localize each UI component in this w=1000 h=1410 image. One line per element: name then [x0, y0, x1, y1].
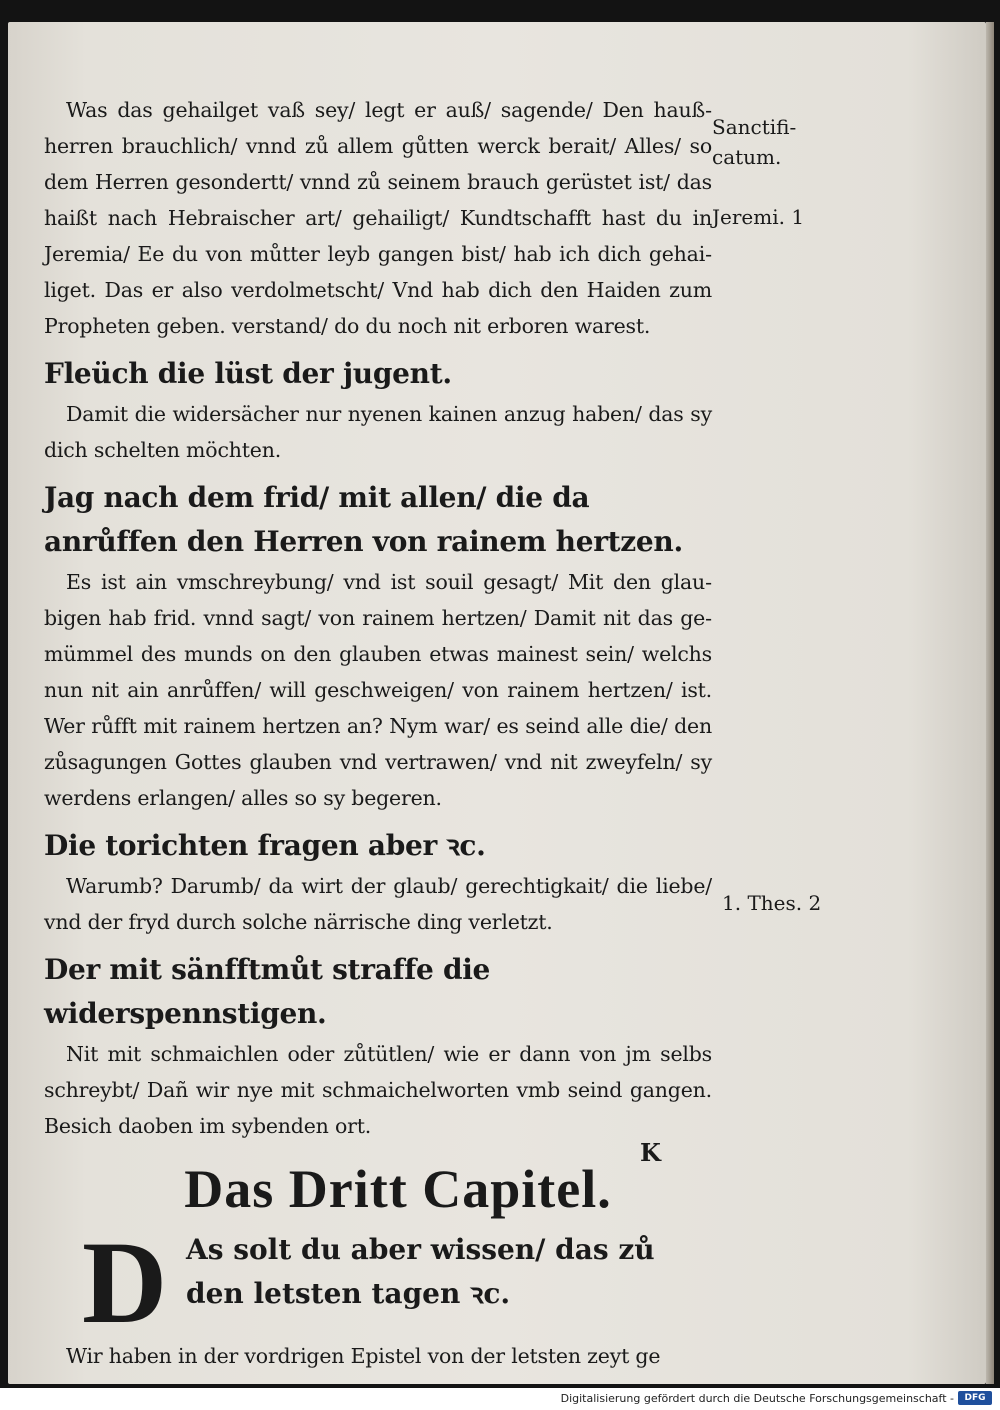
paragraph-5: Nit mit schmaichlen oder zůtütlen/ wie er dann von jm selbs schreybt/ Dañ wir nye mit schmaichelworten vmb seind gangen. Besich daoben im sybenden ort. [44, 1042, 712, 1138]
paragraph-3: Es ist ain vmschreybung/ vnd ist souil gesagt/ Mit den glaubigen hab frid. vnnd sagt/ von rainem hertzen/ Damit nit das gemümmel des munds on den glauben etwas mainest sein/ welchs nun nit ain anrůffen/ will geschweigen/ von rainem hertzen/ ist. Wer růfft mit rainem hertzen an? Nym war/ es seind alle die/ den zůsagungen Gottes glauben vnd vertrawen/ vnd nit zweyfeln/ sy werdens erlangen/ alles so sy begeren. [44, 570, 712, 810]
paragraph-2: Damit die widersächer nur nyenen kainen anzug haben/ das sy dich schelten möchten. [44, 402, 712, 462]
paragraph-1: Was das gehailget vaß sey/ legt er auß/ sagende/ Den haußherren brauchlich/ vnnd zů allem gůtten werck berait/ Alles/ so dem Herren gesondertt/ vnnd zů seinem brauch gerüstet ist/ das haißt nach Hebraischer art/ gehailigt/ Kundtschafft hast du in Jeremia/ Ee du von můtter leyb gangen bist/ hab ich dich gehailiget. Das er also verdolmetscht/ Vnd hab dich den Haiden zum Propheten geben. verstand/ do du noch nit erboren warest. [44, 98, 712, 338]
margin-note-thes: 1. Thes. 2 [722, 891, 822, 915]
page-body [44, 92, 712, 1374]
catchword: K [640, 1138, 661, 1167]
chapter-opening [44, 1217, 712, 1348]
footer-credit: Digitalisierung gefördert durch die Deutsche Forschungsgemeinschaft - [560, 1392, 954, 1405]
dfg-logo-icon: DFG [958, 1391, 992, 1405]
chapter-title: Das Dritt Capitel. [184, 1159, 612, 1219]
margin-note-sanctificatum: Sanctificatum. [712, 115, 797, 169]
page-edge [986, 22, 994, 1384]
drop-cap: D [82, 1217, 168, 1348]
opening-verse: As solt du aber wissen/ das zů den letsten tagen ꝛc. [186, 1233, 655, 1310]
heading-jag: Jag nach dem frid/ mit allen/ die da anrůffen den Herren von rainem hertzen. [44, 481, 683, 558]
paragraph-4: Warumb? Darumb/ da wirt der glaub/ gerechtigkait/ die liebe/ vnd der fryd durch solche närrische ding verletzt. [44, 874, 712, 934]
heading-sanfftmut: Der mit sänfftmůt straffe die widerspennstigen. [44, 953, 491, 1030]
paragraph-6: Wir haben in der vordrigen Epistel von der letsten zeyt ge [66, 1344, 661, 1368]
heading-fleuch: Fleüch die lüst der jugent. [44, 357, 452, 390]
footer-bar [0, 1388, 1000, 1410]
margin-note-jeremi: Jeremi. 1 [712, 205, 805, 229]
heading-torichten: Die torichten fragen aber ꝛc. [44, 829, 486, 862]
